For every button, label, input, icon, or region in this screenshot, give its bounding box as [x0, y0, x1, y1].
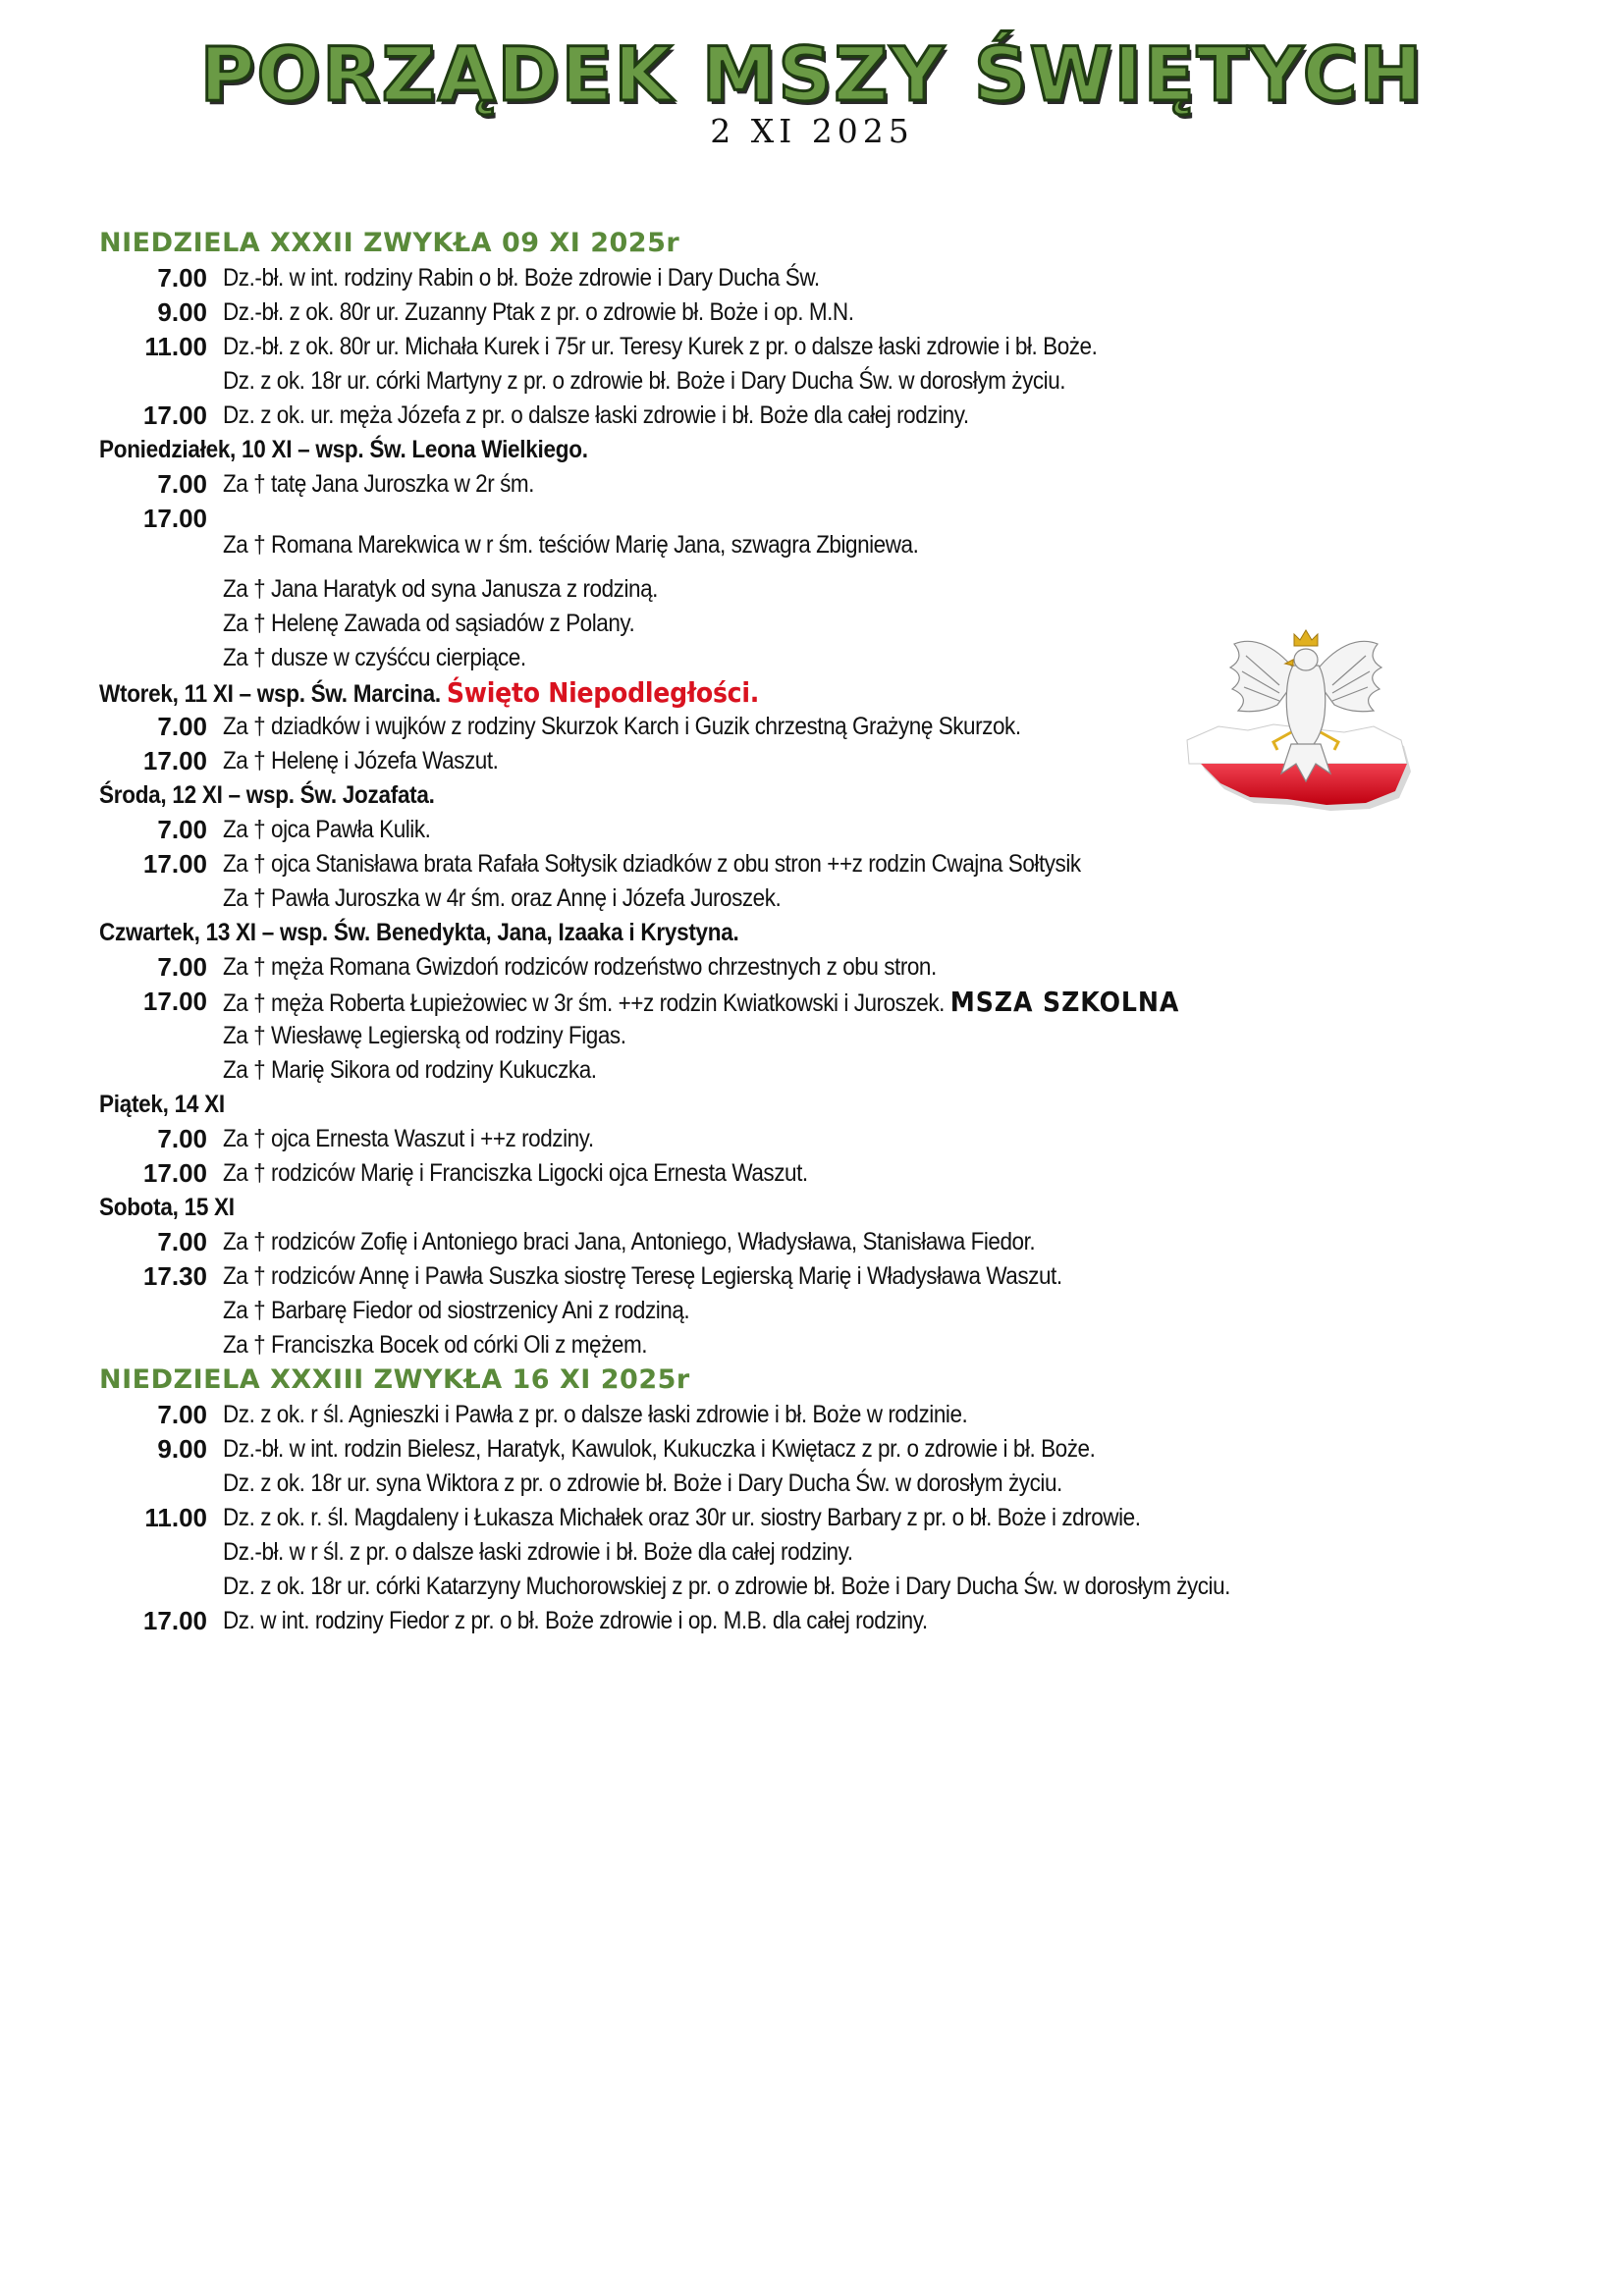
mass-row: [99, 1570, 1513, 1604]
mass-time: 9.00: [157, 1434, 207, 1464]
mass-row: [99, 1432, 1513, 1467]
mass-intention: Za † Wiesławę Legierską od rodziny Figas.: [223, 1022, 626, 1049]
mass-time: 7.00: [157, 469, 207, 499]
mass-time: 11.00: [144, 332, 207, 361]
mass-intention: Dz.-bł. z ok. 80r ur. Michała Kurek i 75r ur. Teresy Kurek z pr. o dalsze łaski zdrowie i bł. Boże.: [223, 333, 1098, 360]
mass-intention: Dz. z ok. ur. męża Józefa z pr. o dalsze łaski zdrowie i bł. Boże dla całej rodziny.: [223, 401, 969, 429]
day-heading-friday: Piątek, 14 XI: [99, 1091, 225, 1118]
mass-intention: Dz. z ok. 18r ur. córki Martyny z pr. o zdrowie bł. Boże i Dary Ducha Św. w dorosłym życiu.: [223, 367, 1066, 395]
mass-row: [99, 295, 1513, 330]
polish-eagle-map-icon: [1183, 616, 1419, 823]
mass-intention: Za † Helenę i Józefa Waszut.: [223, 747, 499, 774]
crown: [1294, 630, 1318, 646]
mass-intention: Dz.-bł. w int. rodziny Rabin o bł. Boże zdrowie i Dary Ducha Św.: [223, 264, 820, 292]
mass-row: [99, 847, 1513, 881]
mass-time: 17.00: [142, 504, 207, 533]
mass-row: [99, 1535, 1513, 1570]
mass-intention: [223, 985, 1179, 1021]
mass-row: [99, 1053, 1513, 1088]
mass-intention: Dz. w int. rodziny Fiedor z pr. o bł. Boże zdrowie i op. M.B. dla całej rodziny.: [223, 1607, 928, 1634]
mass-row: [99, 467, 1513, 502]
school-mass-note: MSZA SZKOLNA: [949, 986, 1180, 1018]
mass-time: 17.00: [142, 987, 207, 1016]
mass-time: 11.00: [144, 1503, 207, 1532]
mass-intention: Za † rodziców Zofię i Antoniego braci Jana, Antoniego, Władysława, Stanisława Fiedor.: [223, 1228, 1036, 1255]
mass-row: [99, 261, 1513, 295]
mass-row: [99, 1604, 1513, 1638]
day-heading-sunday: NIEDZIELA XXXII ZWYKŁA 09 XI 2025r: [99, 228, 680, 258]
day-heading-tuesday: [99, 675, 1372, 710]
day-heading-thursday: Czwartek, 13 XI – wsp. Św. Benedykta, Jana, Izaaka i Krystyna.: [99, 919, 739, 946]
mass-row: [99, 950, 1513, 985]
mass-intention: Za † Marię Sikora od rodziny Kukuczka.: [223, 1056, 597, 1084]
mass-row: [99, 1156, 1513, 1191]
mass-time: 7.00: [157, 952, 207, 982]
mass-intention: Za † Franciszka Bocek od córki Oli z mężem.: [223, 1331, 648, 1359]
mass-row: [99, 985, 1513, 1019]
mass-intention: Za † ojca Stanisława brata Rafała Sołtysik dziadków z obu stron ++z rodzin Cwajna Sołtysik: [223, 850, 1081, 878]
mass-row: [99, 1122, 1513, 1156]
mass-row: [99, 1398, 1513, 1432]
mass-time: 9.00: [157, 297, 207, 327]
mass-time: 7.00: [157, 1227, 207, 1256]
mass-intention: Dz. z ok. r śl. Agnieszki i Pawła z pr. o dalsze łaski zdrowie i bł. Boże w rodzinie.: [223, 1401, 968, 1428]
day-heading-wednesday: Środa, 12 XI – wsp. Św. Jozafata.: [99, 781, 435, 809]
day-heading-text: Wtorek, 11 XI – wsp. Św. Marcina.: [99, 680, 441, 708]
mass-row: [99, 1328, 1513, 1362]
mass-intention: Dz.-bł. z ok. 80r ur. Zuzanny Ptak z pr. o zdrowie bł. Boże i op. M.N.: [223, 298, 854, 326]
mass-row: [99, 399, 1513, 433]
mass-time: 17.00: [142, 746, 207, 775]
mass-row: [99, 502, 1513, 572]
mass-intention: Za † ojca Pawła Kulik.: [223, 816, 431, 843]
day-heading-saturday: Sobota, 15 XI: [99, 1194, 235, 1221]
mass-row: [99, 881, 1513, 916]
mass-intention: Za † ojca Ernesta Waszut i ++z rodziny.: [223, 1125, 594, 1152]
mass-intention: Za † dusze w czyśćcu cierpiące.: [223, 644, 526, 671]
mass-intention: Dz. z ok. 18r ur. syna Wiktora z pr. o zdrowie bł. Boże i Dary Ducha Św. w dorosłym życiu.: [223, 1469, 1062, 1497]
mass-intention: Dz. z ok. 18r ur. córki Katarzyny Muchorowskiej z pr. o zdrowie bł. Boże i Dary Ducha Św. w dorosłym życiu.: [223, 1573, 1230, 1600]
mass-intention: Za † Helenę Zawada od sąsiadów z Polany.: [223, 610, 635, 637]
mass-row: [99, 1259, 1513, 1294]
mass-row: [99, 1225, 1513, 1259]
mass-intention: Za † Barbarę Fiedor od siostrzenicy Ani z rodziną.: [223, 1297, 690, 1324]
mass-intention: Za † tatę Jana Juroszka w 2r śm.: [223, 470, 534, 498]
mass-schedule: [99, 226, 1513, 1638]
mass-time: 7.00: [157, 1400, 207, 1429]
mass-time: 7.00: [157, 1124, 207, 1153]
mass-intention-text: Za † męża Roberta Łupieżowiec w 3r śm. ++z rodzin Kwiatkowski i Juroszek.: [223, 989, 945, 1017]
mass-row: [99, 364, 1513, 399]
page-title: PORZĄDEK MSZY ŚWIĘTYCH: [199, 30, 1425, 118]
mass-intention: Za † Jana Haratyk od syna Janusza z rodziną.: [223, 575, 658, 603]
mass-row: [99, 572, 1513, 607]
holiday-note: Święto Niepodległości.: [446, 676, 760, 709]
mass-intention: Za † męża Romana Gwizdoń rodziców rodzeństwo chrzestnych z obu stron.: [223, 953, 937, 981]
mass-intention: Za † rodziców Annę i Pawła Suszka siostrę Teresę Legierską Marię i Władysława Waszut.: [223, 1262, 1062, 1290]
mass-time: 7.00: [157, 712, 207, 741]
mass-time: 7.00: [157, 815, 207, 844]
mass-intention: Za † Romana Marekwica w r śm. teściów Marię Jana, szwagra Zbigniewa.: [223, 531, 919, 559]
mass-time: 7.00: [157, 263, 207, 293]
mass-time: 17.30: [142, 1261, 207, 1291]
mass-time: 17.00: [142, 849, 207, 879]
mass-time: 17.00: [142, 1606, 207, 1635]
mass-intention: Dz.-bł. w int. rodzin Bielesz, Haratyk, Kawulok, Kukuczka i Kwiętacz z pr. o zdrowie i bł. Boże.: [223, 1435, 1096, 1463]
mass-row: [99, 1294, 1513, 1328]
mass-time: 17.00: [142, 1158, 207, 1188]
day-heading-sunday-2: NIEDZIELA XXXIII ZWYKŁA 16 XI 2025r: [99, 1364, 690, 1395]
mass-intention: Za † dziadków i wujków z rodziny Skurzok Karch i Guzik chrzestną Grażynę Skurzok.: [223, 713, 1021, 740]
mass-row: [99, 330, 1513, 364]
mass-intention: Za † rodziców Marię i Franciszka Ligocki ojca Ernesta Waszut.: [223, 1159, 808, 1187]
mass-row: [99, 1019, 1513, 1053]
mass-intention: Za † Pawła Juroszka w 4r śm. oraz Annę i Józefa Juroszek.: [223, 884, 782, 912]
page-date: 2 XI 2025: [710, 112, 914, 150]
mass-row: [99, 1501, 1513, 1535]
mass-row: [99, 1467, 1513, 1501]
day-heading-monday: Poniedziałek, 10 XI – wsp. Św. Leona Wielkiego.: [99, 436, 588, 463]
mass-time: 17.00: [142, 400, 207, 430]
mass-intention: Dz. z ok. r. śl. Magdaleny i Łukasza Michałek oraz 30r ur. siostry Barbary z pr. o bł. Boże i zdrowie.: [223, 1504, 1141, 1531]
mass-intention: Dz.-bł. w r śl. z pr. o dalsze łaski zdrowie i bł. Boże dla całej rodziny.: [223, 1538, 853, 1566]
